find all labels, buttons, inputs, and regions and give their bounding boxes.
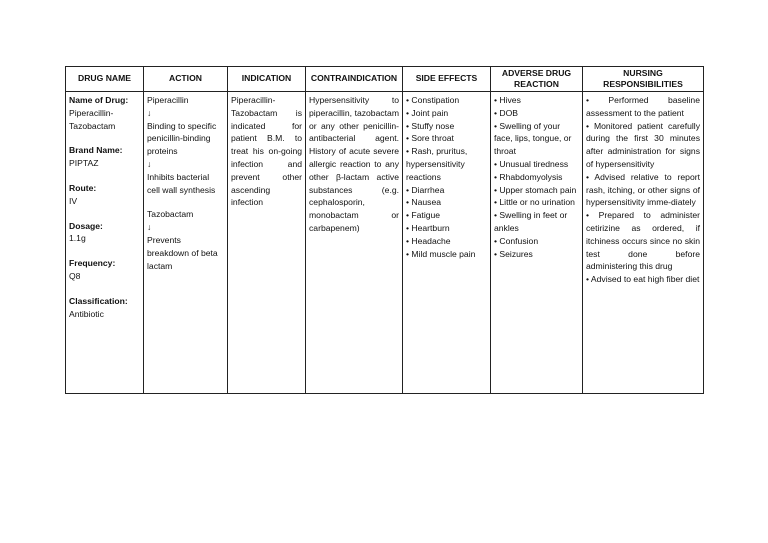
header-drug-name: DRUG NAME [66,67,144,92]
list-item: • Mild muscle pain [406,248,476,259]
classification-label: Classification: [69,295,128,306]
list-item: • Swelling of your face, lips, tongue, or throat [494,120,572,157]
table-row [66,92,704,394]
classification-value: Antibiotic [69,308,104,319]
list-item: • Sore throat [406,133,454,144]
route-value: IV [69,195,78,206]
list-item: • Monitored patient carefully during the first 30 minutes after administration for signs of hypersensitivity [586,120,700,169]
nursing-responsibilities-cell [583,92,704,394]
arrow-down-icon: ↓ [147,222,152,233]
action-drug1: Piperacillin [147,95,189,105]
list-item: • Swelling in feet or ankles [494,210,568,233]
brand-value: PIPTAZ [69,158,99,169]
action-drug1-effect1: Binding to specific penicillin-binding proteins [147,120,217,157]
list-item: • Fatigue [406,210,441,221]
list-item: • Constipation [406,95,460,105]
route-label: Route: [69,182,97,193]
indication-cell: Piperacillin-Tazobactam is indicated for patient B.M. to treat his on-going infection and prevent other ascending infection [228,92,306,394]
list-item: • Heartburn [406,222,450,233]
header-side-effects: SIDE EFFECTS [403,67,491,92]
list-item: • Performed baseline assessment to the patient [586,95,700,118]
list-item: • Upper stomach pain [494,184,577,195]
drug-name-line: Piperacillin- [69,107,114,118]
action-drug2: Tazobactam [147,209,194,220]
brand-label: Brand Name: [69,145,123,156]
drug-name-cell [66,92,144,394]
list-item: • Rhabdomyolysis [494,171,563,182]
header-contraindication: CONTRAINDICATION [306,67,403,92]
list-item: • Little or no urination [494,197,575,208]
dosage-value: 1.1g [69,233,86,244]
arrow-down-icon: ↓ [147,158,152,169]
list-item: • Seizures [494,248,533,259]
arrow-down-icon: ↓ [147,107,152,118]
header-indication: INDICATION [228,67,306,92]
action-cell [144,92,228,394]
action-drug1-effect2: Inhibits bacterial cell wall synthesis [147,171,216,195]
list-item: • Diarrhea [406,184,445,195]
name-label: Name of Drug: [69,95,129,105]
adverse-reactions-cell [491,92,583,394]
drug-study-table [65,66,704,394]
list-item: • DOB [494,107,519,118]
list-item: • Stuffy nose [406,120,455,131]
drug-name-line: Tazobactam [69,120,116,131]
list-item: • Hives [494,95,521,105]
dosage-label: Dosage: [69,220,103,231]
list-item: • Confusion [494,235,539,246]
list-item: • Rash, pruritus, hypersensitivity reactions [406,146,468,182]
list-item: • Advised relative to report rash, itching, or other signs of hypersensitivity imme-diately [586,171,700,208]
contraindication-cell: Hypersensitivity to piperacillin, tazobactam or any other penicillin-antibacterial agent. History of acute severe allergic reaction to any other β-lactam active substances (e.g. cephalosporin, monobactam or carbapenem) [306,92,403,394]
header-nursing-responsibilities: NURSING RESPONSIBILITIES [583,67,704,92]
list-item: • Nausea [406,197,442,208]
header-action: ACTION [144,67,228,92]
frequency-value: Q8 [69,270,81,281]
side-effects-cell [403,92,491,394]
list-item: • Advised to eat high fiber diet [586,274,700,285]
list-item: • Prepared to administer cetirizine as ordered, if itchiness occurs since no skin test done before administering this drug [586,210,700,272]
list-item: • Unusual tiredness [494,158,569,169]
header-row [66,67,704,92]
list-item: • Joint pain [406,107,449,118]
frequency-label: Frequency: [69,258,116,269]
header-adverse-drug-reaction: ADVERSE DRUG REACTION [491,67,583,92]
action-drug2-effect: Prevents breakdown of beta lactam [147,234,218,271]
list-item: • Headache [406,235,451,246]
